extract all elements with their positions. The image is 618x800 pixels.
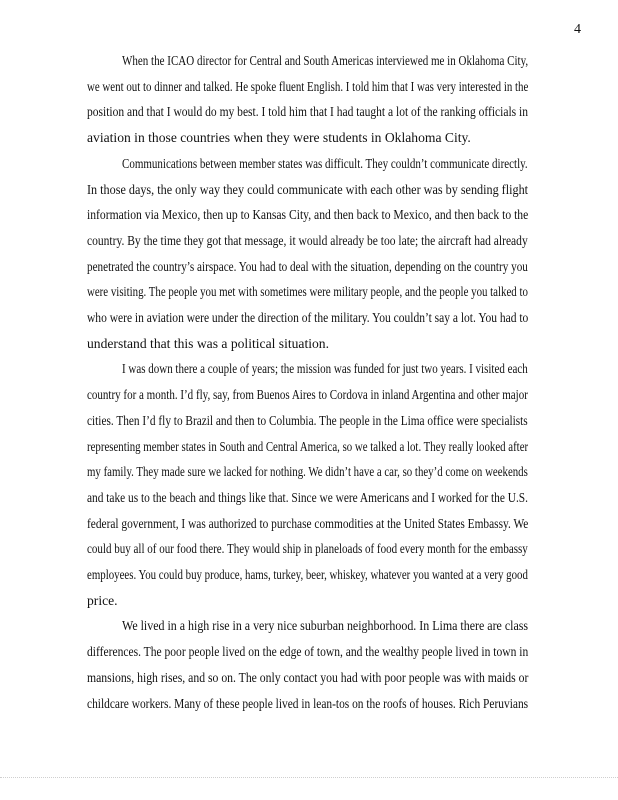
- text-line: price.: [87, 592, 118, 608]
- text-line: Communications between member states was difficult. They couldn’t communicate directly.: [122, 155, 528, 171]
- text-line: When the ICAO director for Central and South Americas interviewed me in Oklahoma City,: [122, 53, 529, 68]
- text-line: who were in aviation were under the direction of the military. You couldn’t say a lot. You had to: [87, 310, 529, 325]
- text-line: childcare workers. Many of these people lived in lean-tos on the roofs of houses. Rich Peruvians: [87, 695, 529, 711]
- text-line: position and that I would do my best. I told him that I had taught a lot of the ranking officials in: [87, 104, 529, 120]
- scan-artifact-divider: [0, 777, 618, 778]
- text-line: understand that this was a political situation.: [87, 335, 329, 351]
- text-line: In those days, the only way they could communicate with each other was by sending flight: [87, 181, 529, 197]
- text-line: cities. Then I’d fly to Brazil and then to Columbia. The people in the Lima office were specialists: [87, 412, 528, 428]
- text-line: employees. You could buy produce, hams, turkey, beer, whiskey, whatever you wanted at a very good: [87, 567, 528, 582]
- text-line: country. By the time they got that message, it would already be too late; the aircraft had already: [87, 232, 528, 248]
- text-line: country for a month. I’d fly, say, from Buenos Aires to Cordova in inland Argentina and other major: [87, 387, 528, 403]
- page-number: 4: [574, 22, 581, 37]
- text-line: federal government, I was authorized to purchase commodities at the United States Embassy. We: [87, 515, 529, 531]
- text-line: information via Mexico, then up to Kansas City, and then back to Mexico, and then back to the: [87, 207, 529, 223]
- text-line: my family. They made sure we lacked for nothing. We didn’t have a car, so they’d come on weekends: [87, 464, 528, 480]
- text-line: representing member states in South and Central America, so we talked a lot. They really looked after: [87, 438, 529, 454]
- text-line: I was down there a couple of years; the mission was funded for just two years. I visited each: [122, 361, 528, 377]
- text-line: penetrated the country’s airspace. You had to deal with the situation, depending on the country you: [87, 258, 528, 274]
- text-line: could buy all of our food there. They would ship in planeloads of food every month for the embassy: [87, 541, 528, 557]
- text-line: we went out to dinner and talked. He spoke fluent English. I told him that I was very interested in the: [87, 78, 529, 94]
- text-line: mansions, high rises, and so on. The only contact you had with poor people was with maids or: [87, 669, 529, 685]
- text-line: were visiting. The people you met with sometimes were military people, and the people you talked to: [87, 284, 528, 300]
- text-line: differences. The poor people lived on the edge of town, and the wealthy people lived in town in: [87, 644, 529, 660]
- text-line: and take us to the beach and things like that. Since we were Americans and I worked for the U.S.: [87, 489, 528, 505]
- text-line: We lived in a high rise in a very nice suburban neighborhood. In Lima there are class: [122, 618, 529, 634]
- text-line: aviation in those countries when they were students in Oklahoma City.: [87, 130, 471, 146]
